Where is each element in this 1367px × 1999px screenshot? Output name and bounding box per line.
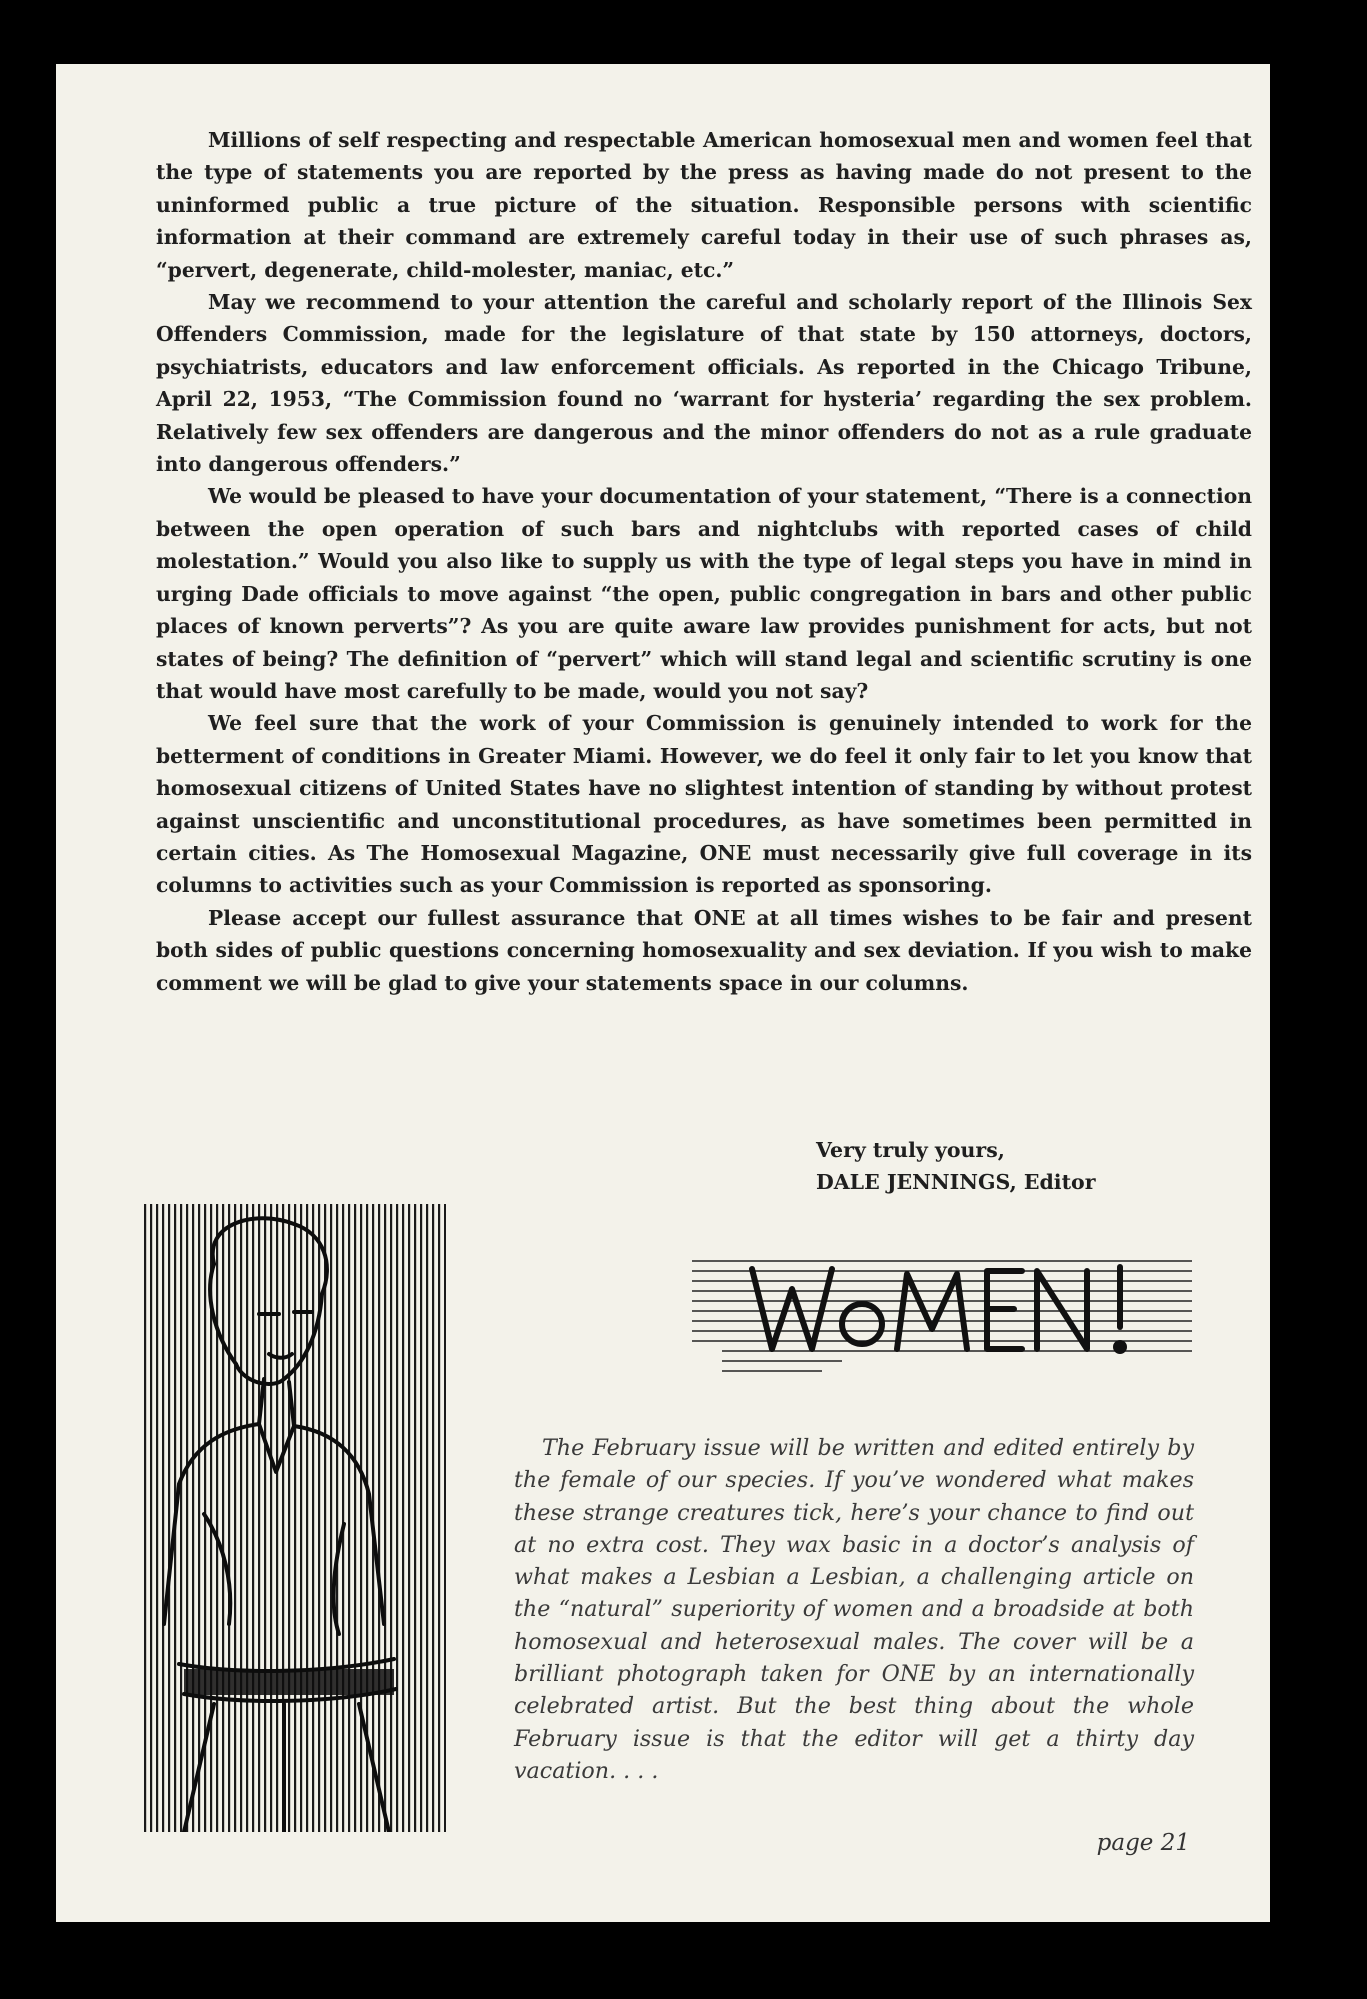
- magazine-page: [56, 64, 1270, 1922]
- letter-paragraph: We would be pleased to have your documentation of your statement, “There is a connection between the open operation of such bars and nightclubs with reported cases of child molestation.” Would you also like to supply us with the type of legal steps you have in mind in urging Dade officials to move against “the open, public congregation in bars and other public places of known perverts”? As you are quite aware law provides punishment for acts, but not states of being? The definition of “pervert” which will stand legal and scientific scrutiny is one that would have most carefully to be made, would you not say?: [156, 484, 1252, 703]
- women-title-lettering: [692, 1249, 1192, 1379]
- letter-paragraph: We feel sure that the work of your Commission is genuinely intended to work for the betterment of conditions in Greater Miami. However, we do feel it only fair to let you know that homosexual citizens of United States have no slightest intention of standing by without protest against unscientific and unconstitutional procedures, as have sometimes been permitted in certain cities. As The Homosexual Magazine, ONE must necessarily give full coverage in its columns to activities such as your Commission is reported as sponsoring.: [156, 711, 1252, 898]
- letter-paragraph: Millions of self respecting and respectable American homosexual men and women feel that the type of statements you are reported by the press as having made do not present to the uninformed public a true picture of the situation. Responsible persons with scientific information at their command are extremely careful today in their use of such phrases as, “pervert, degenerate, child-molester, maniac, etc.”: [156, 128, 1252, 282]
- woman-illustration: [144, 1204, 446, 1832]
- letter-signoff: [816, 1134, 1096, 1198]
- letter-signature: DALE JENNINGS, Editor: [816, 1170, 1096, 1194]
- page-number: page 21: [1096, 1830, 1190, 1856]
- february-issue-promo: The February issue will be written and edited entirely by the female of our species. If you’ve wondered what makes these strange creatures tick, here’s your chance to find out at no extra cost. They wax basic in a doctor’s analysis of what makes a Lesbian a Lesbian, a challenging article on the “natural” superiority of women and a broadside at both homosexual and heterosexual males. The cover will be a brilliant photograph taken for ONE by an internationally celebrated artist. But the best thing about the whole February issue is that the editor will get a thirty day vacation. . . .: [514, 1435, 1194, 1784]
- letter-paragraph: May we recommend to your attention the careful and scholarly report of the Illinois Sex Offenders Commission, made for the legislature of that state by 150 attorneys, doctors, psychiatrists, educators and law enforcement officials. As reported in the Chicago Tribune, April 22, 1953, “The Commission found no ‘warrant for hysteria’ regarding the sex problem. Relatively few sex offenders are dangerous and the minor offenders do not as a rule graduate into dangerous offenders.”: [156, 290, 1252, 477]
- letter-body: [156, 124, 1252, 999]
- letter-closing: Very truly yours,: [816, 1138, 1005, 1162]
- letter-paragraph: Please accept our fullest assurance that ONE at all times wishes to be fair and present both sides of public questions concerning homosexuality and sex deviation. If you wish to make comment we will be glad to give your statements space in our columns.: [156, 905, 1252, 995]
